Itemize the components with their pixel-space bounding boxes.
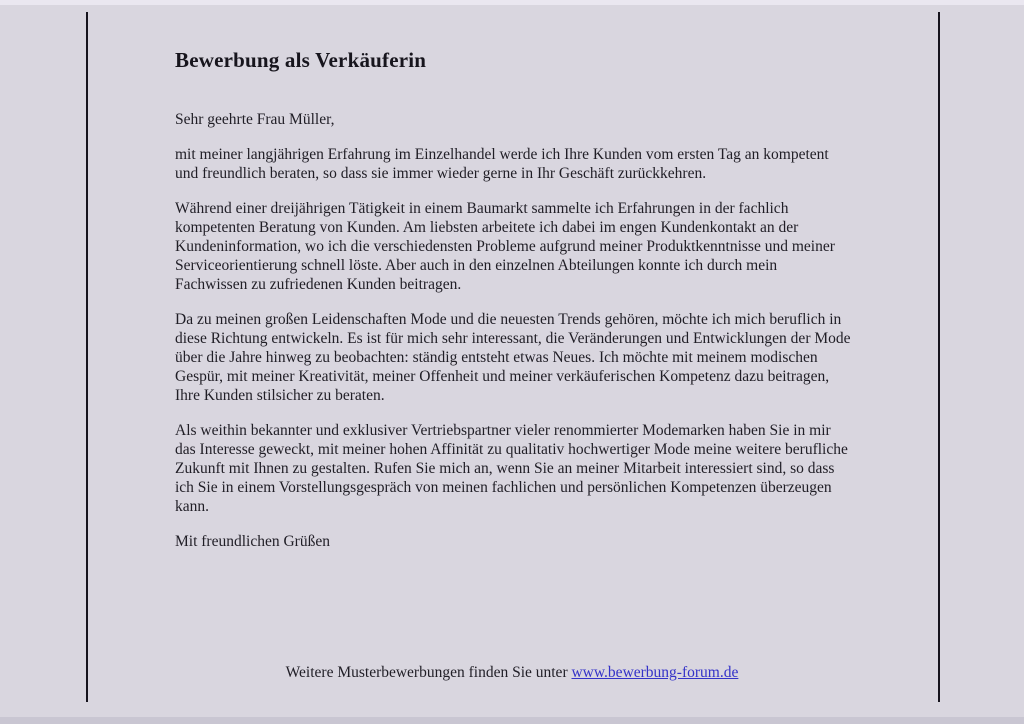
paragraph-3: Da zu meinen großen Leidenschaften Mode und die neuesten Trends gehören, möchte ich mich beruflich in diese Richtung entwickeln. Es ist für mich sehr interessant, die Veränderungen und Entwicklungen der Mode über die Jahre hinweg zu beobachten: ständig entsteht etwas Neues. Ich möchte mit meinem modischen Gespür, mit meiner Kreativität, meiner Offenheit und meiner verkäuferischen Kompetenz dazu beitragen, Ihre Kunden stilsicher zu beraten. bbox=[175, 311, 851, 404]
letter-body bbox=[175, 110, 851, 567]
paragraph-4: Als weithin bekannter und exklusiver Vertriebspartner vieler renommierter Modemarken haben Sie in mir das Interesse geweckt, mit meiner hohen Affinität zu qualitativ hochwertiger Mode meine weitere berufliche Zukunft mit Ihnen zu gestalten. Rufen Sie mich an, wenn Sie an meiner Mitarbeit interessiert sind, so dass ich Sie in einem Vorstellungsgespräch von meinen fachlichen und persönlichen Kompetenzen überzeugen kann. bbox=[175, 422, 848, 515]
left-margin-rule bbox=[86, 12, 88, 702]
footer-link[interactable]: www.bewerbung-forum.de bbox=[571, 664, 739, 681]
paragraph-1: mit meiner langjährigen Erfahrung im Einzelhandel werde ich Ihre Kunden vom ersten Tag an kompetent und freundlich beraten, so dass sie immer wieder gerne in Ihr Geschäft zurückkehren. bbox=[175, 146, 829, 182]
paragraph-2: Während einer dreijährigen Tätigkeit in einem Baumarkt sammelte ich Erfahrungen in der fachlich kompetenten Beratung von Kunden. Am liebsten arbeitete ich dabei im engen Kundenkontakt an der Kundeninformation, wo ich die verschiedensten Probleme aufgrund meiner Produktkenntnisse und meiner Serviceorientierung schnell löste. Aber auch in den einzelnen Abteilungen konnte ich durch mein Fachwissen zu zufriedenen Kunden beitragen. bbox=[175, 200, 835, 293]
page-top-edge bbox=[0, 0, 1024, 5]
closing: Mit freundlichen Grüßen bbox=[175, 533, 330, 550]
footer bbox=[0, 663, 1024, 682]
page-bottom-edge bbox=[0, 717, 1024, 724]
page-title: Bewerbung als Verkäuferin bbox=[175, 48, 427, 73]
salutation: Sehr geehrte Frau Müller, bbox=[175, 111, 335, 128]
right-margin-rule bbox=[938, 12, 940, 702]
footer-text: Weitere Musterbewerbungen finden Sie unter bbox=[285, 664, 572, 681]
